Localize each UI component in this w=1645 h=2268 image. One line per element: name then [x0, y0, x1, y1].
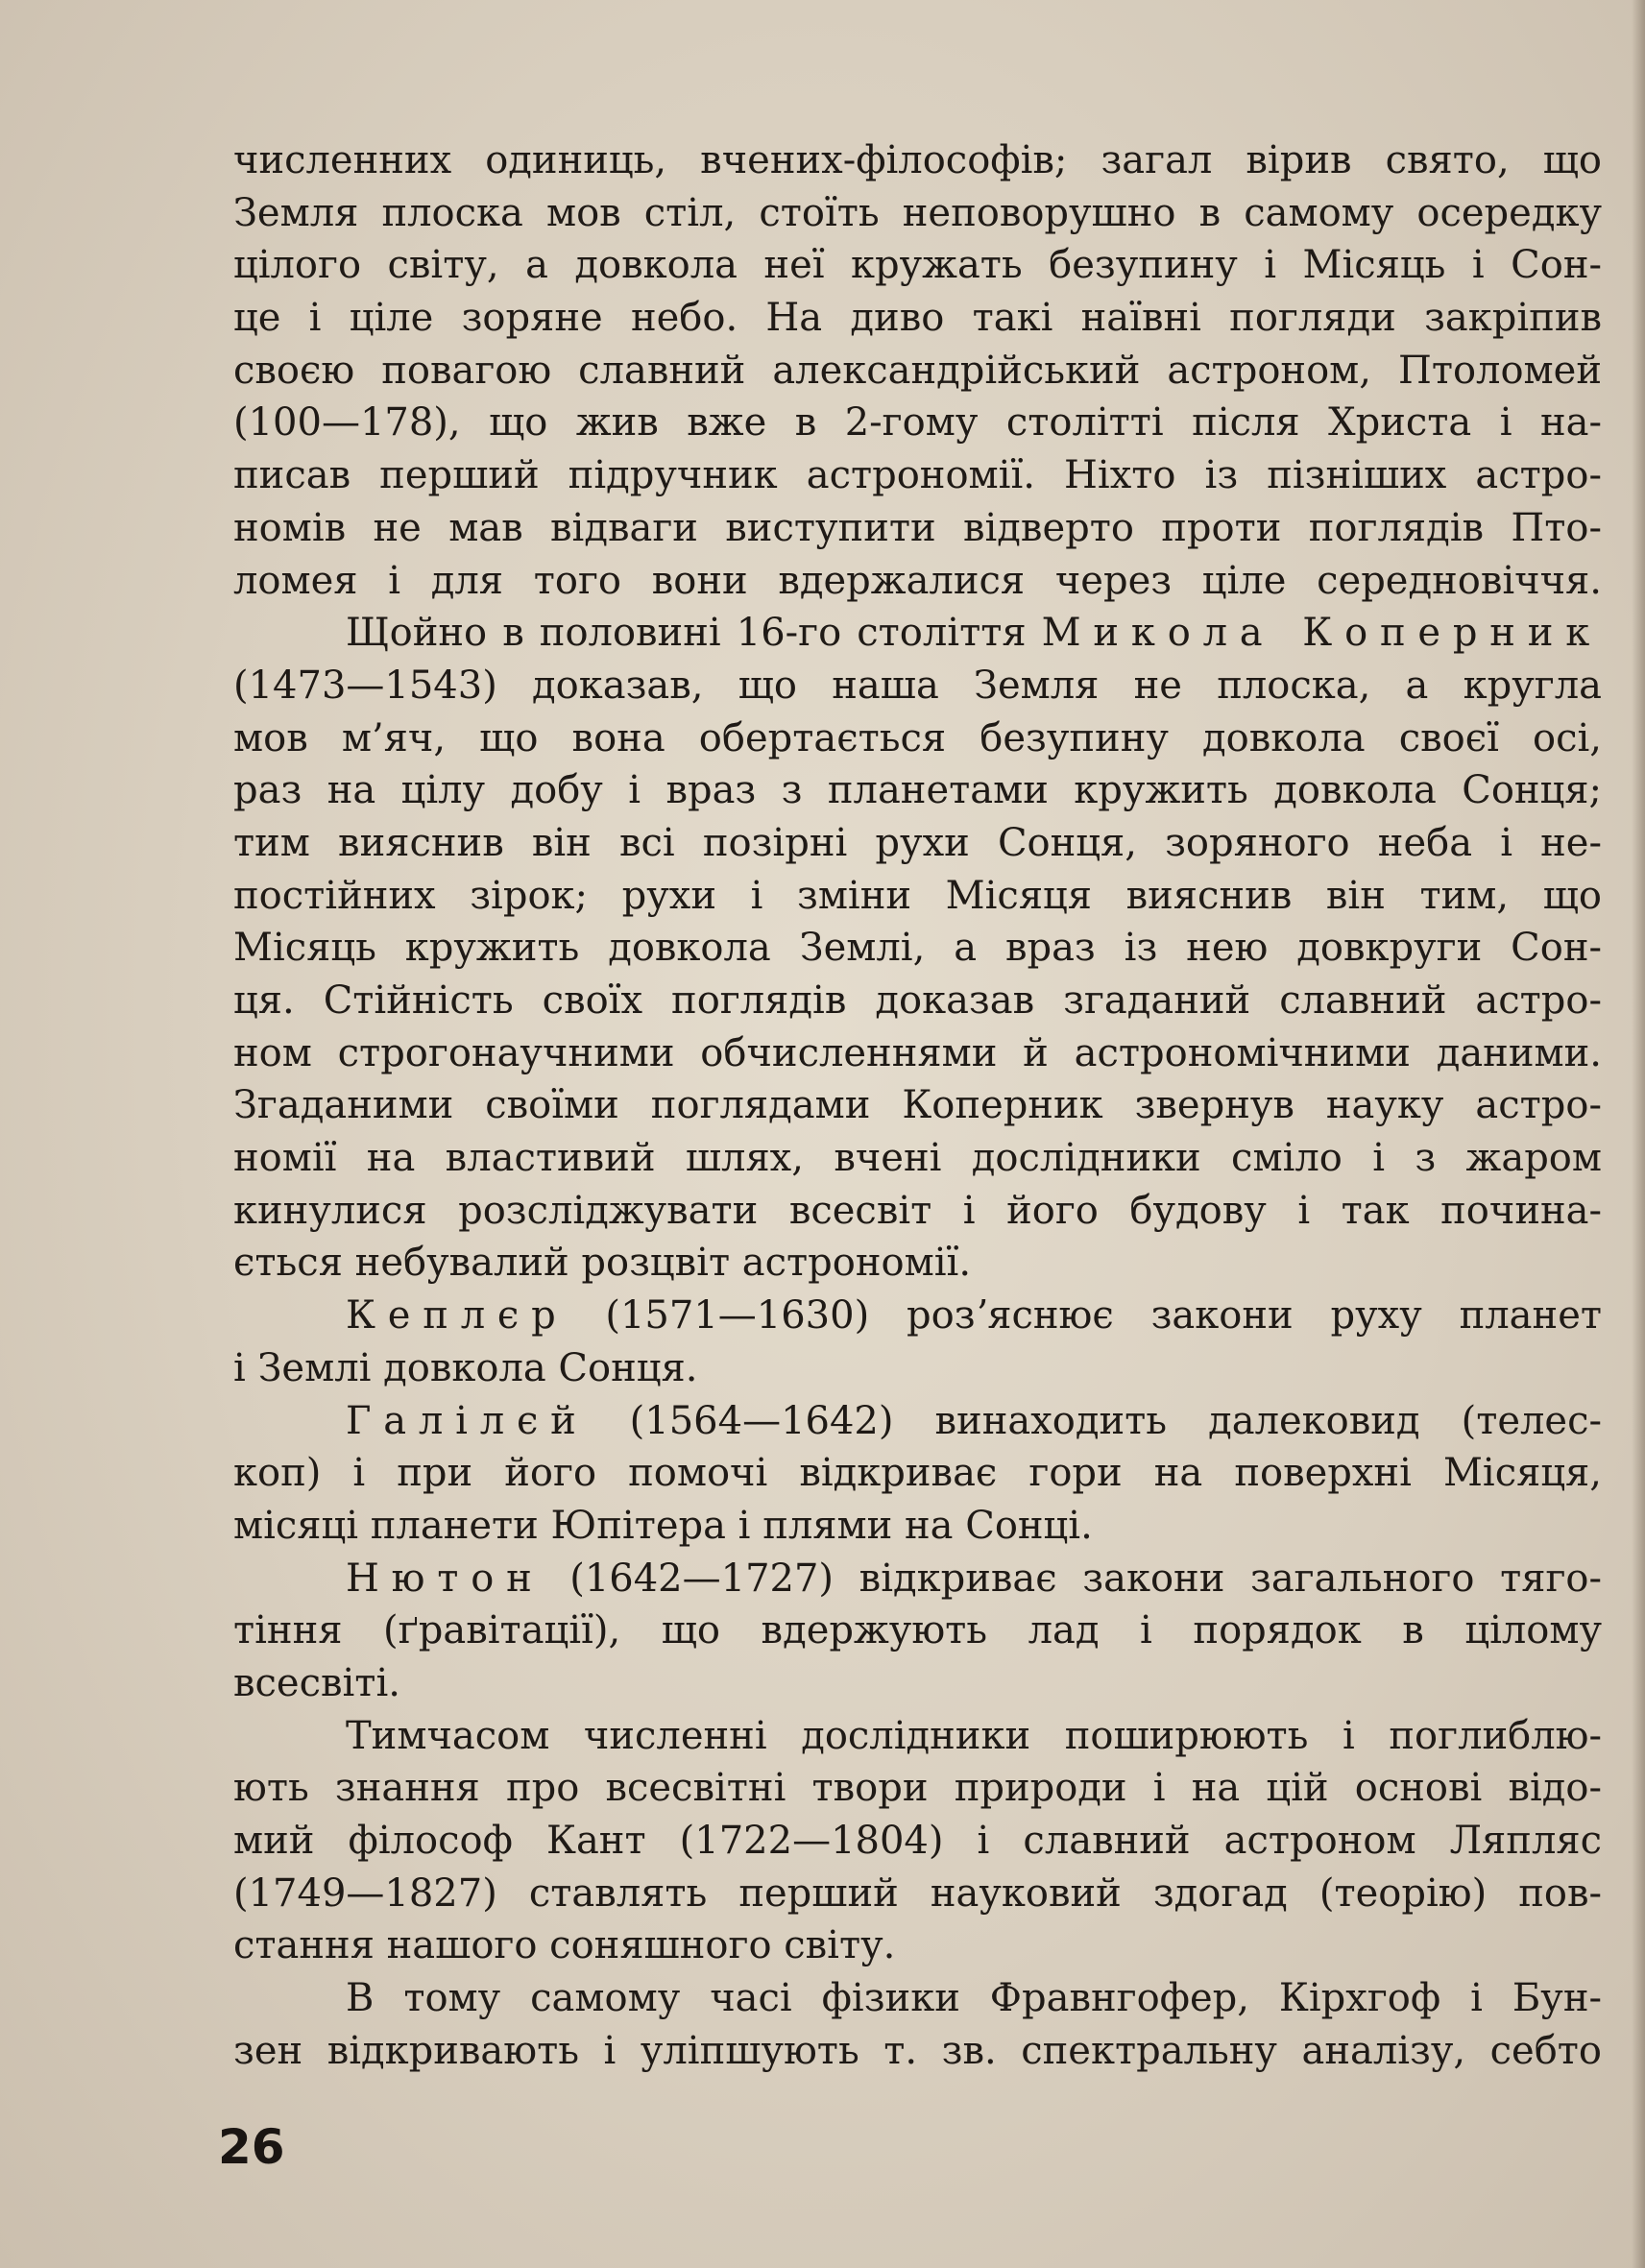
text-line: писав перший підручник астрономії. Ніхто із пізніших астро- [233, 453, 1602, 498]
text-line: мий філософ Кант (1722—1804) і славний астроном Ляпляс [233, 1819, 1602, 1863]
text-line [233, 1290, 1602, 1342]
text-run: (1571—1630) розʼяснює закони руху планет [568, 1293, 1602, 1339]
text-line: це і ціле зоряне небо. На диво такі наївні погляди закріпив [233, 296, 1602, 341]
person-name-kepler: Кеплєр [346, 1293, 568, 1339]
text-line: своєю повагою славний александрійський астроном, Птоломей [233, 348, 1602, 393]
text-line: кинулися розсліджувати всесвіт і його будову і так почина- [233, 1188, 1602, 1233]
text-line: цілого світу, а довкола неї кружать безупину і Місяць і Сон- [233, 243, 1602, 288]
text-run: Щойно в половині 16-го століття [346, 611, 1042, 656]
text-line: коп) і при його помочі відкриває гори на поверхні Місяця, [233, 1451, 1602, 1496]
text-line: Згаданими своїми поглядами Коперник звернув науку астро- [233, 1083, 1602, 1128]
person-name-newton: Нютон [346, 1556, 544, 1601]
text-line: мов м’яч, що вона обертається безупину довкола своєї осі, [233, 715, 1602, 760]
text-line: (100—178), що жив вже в 2-гому столітті після Христа і на- [233, 400, 1602, 446]
text-run: (1564—1642) винаходить далековид (телес- [588, 1398, 1602, 1443]
text-line: і Землі довкола Сонця. [233, 1345, 698, 1390]
text-line: ється небувалий розцвіт астрономії. [233, 1241, 972, 1286]
page-number: 26 [218, 2119, 285, 2175]
text-line: номії на властивий шлях, вчені дослідники сміло і з жаром [233, 1136, 1602, 1181]
text-line: раз на цілу добу і враз з планетами кружить довкола Сонця; [233, 768, 1602, 813]
text-line: Земля плоска мов стіл, стоїть неповорушно в самому осередку [233, 190, 1602, 235]
text-line: Тимчасом численні дослідники поширюють і поглиблю- [346, 1713, 1602, 1758]
text-line: численних одиниць, вчених-філософів; загал вірив свято, що [233, 138, 1602, 182]
text-line: (1749—1827) ставлять перший науковий здогад (теорію) пов- [233, 1870, 1602, 1916]
person-name-galileo: Галілєй [346, 1398, 589, 1443]
text-line: зен відкривають і уліпшують т. зв. спектральну аналізу, себто [233, 2028, 1602, 2073]
text-line: номів не мав відваги виступити відверто проти поглядів Пто- [233, 505, 1602, 550]
text-line: тим вияснив він всі позірні рухи Сонця, зоряного неба і не- [233, 820, 1602, 865]
text-line: тіння (ґравітації), що вдержують лад і порядок в цілому [233, 1608, 1602, 1653]
text-line: Місяць кружить довкола Землі, а враз із нею довкруги Сон- [233, 926, 1602, 971]
text-line: (1473—1543) доказав, що наша Земля не плоска, а кругла [233, 663, 1602, 708]
body-text [233, 134, 1602, 2077]
text-line: ломея і для того вони вдержалися через ціле середновіччя. [233, 558, 1602, 603]
text-line: В тому самому часі фізики Фравнгофер, Кірхгоф і Бун- [346, 1976, 1602, 2021]
text-line: стання нашого соняшного світу. [233, 1923, 896, 1968]
text-line: ють знання про всесвітні твори природи і на цій основі відо- [233, 1766, 1602, 1811]
page-edge-shadow [1632, 0, 1645, 2268]
text-line: ном строгонаучними обчисленнями й астрономічними даними. [233, 1030, 1602, 1075]
text-line [233, 1553, 1602, 1605]
person-name-copernicus: Микола Коперник [1041, 611, 1602, 656]
text-line: місяці планети Юпітера і плями на Сонці. [233, 1503, 1093, 1548]
text-line: ця. Стійність своїх поглядів доказав згаданий славний астро- [233, 978, 1602, 1023]
text-line: постійних зірок; рухи і зміни Місяця вияснив він тим, що [233, 873, 1602, 918]
text-run: (1642—1727) відкриває закони загального тяго- [544, 1556, 1602, 1601]
text-line [233, 1395, 1602, 1448]
text-line: всесвіті. [233, 1660, 400, 1705]
text-line [233, 607, 1602, 660]
